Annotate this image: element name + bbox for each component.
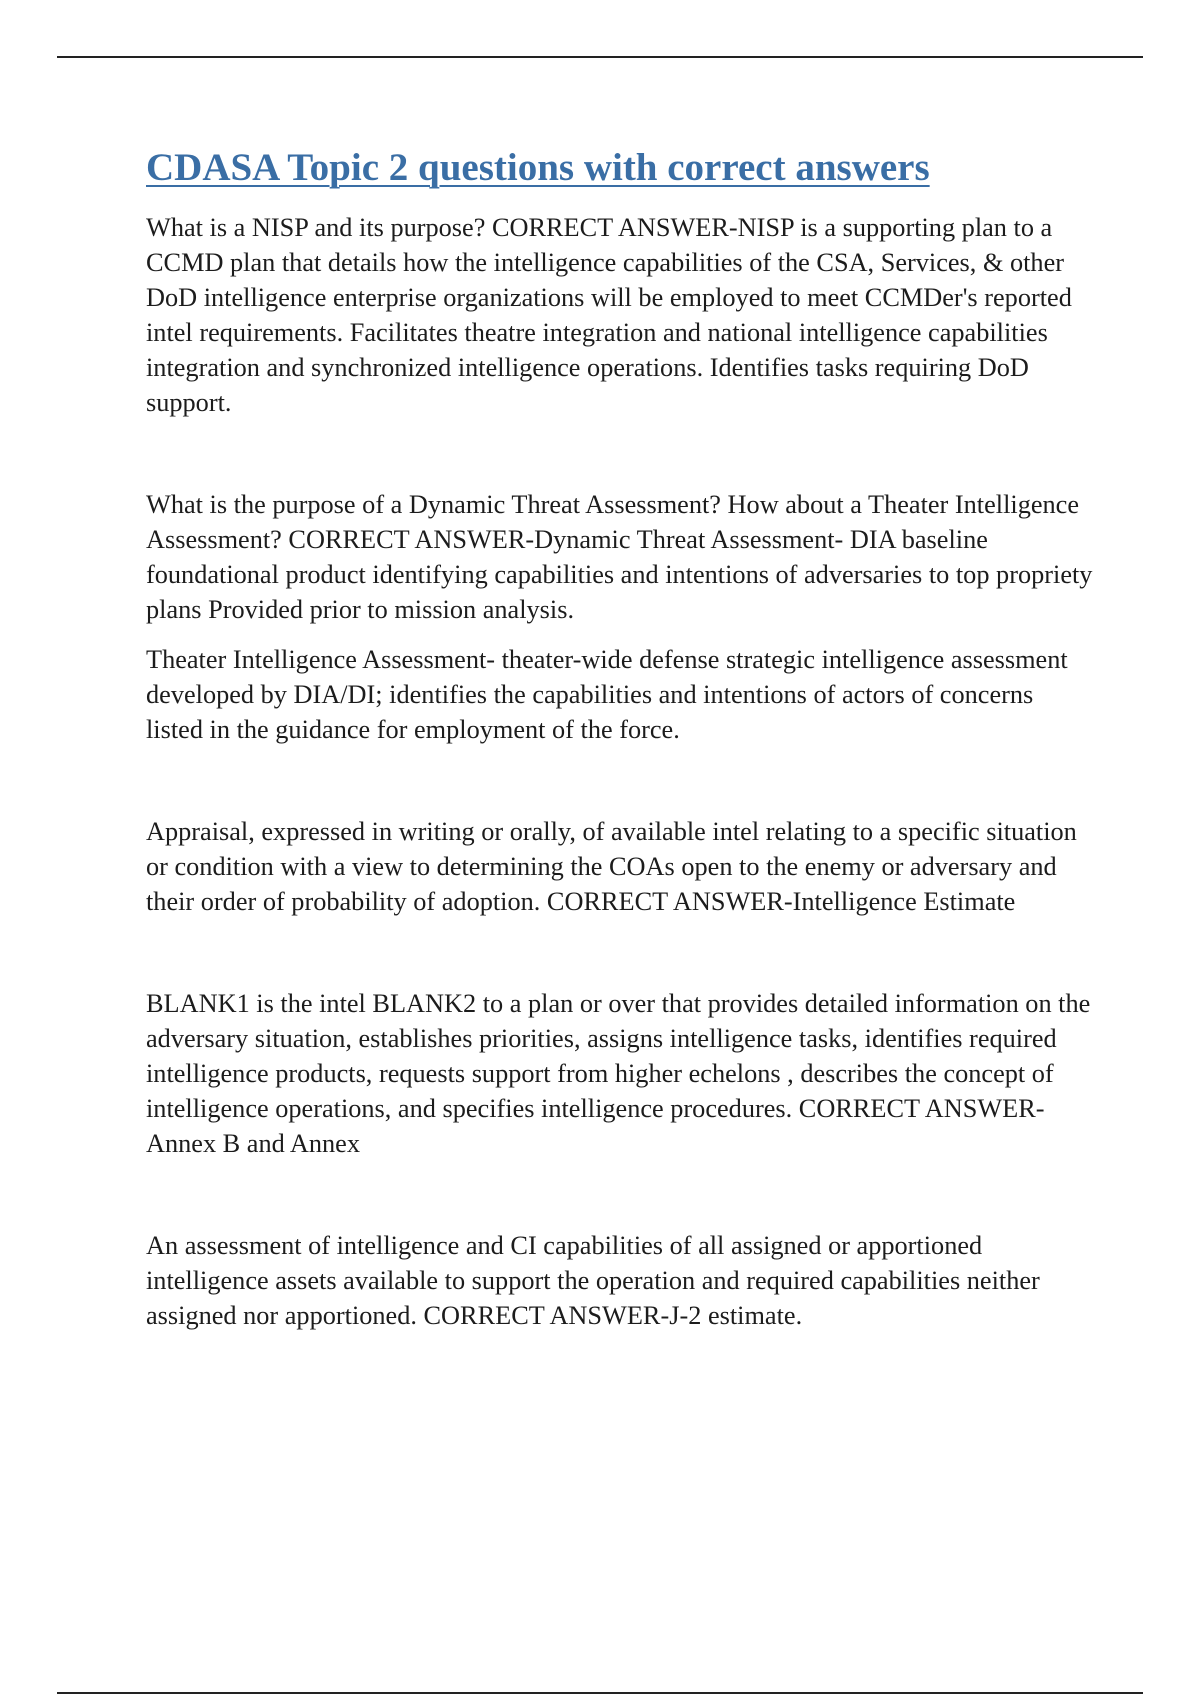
- document-title: CDASA Topic 2 questions with correct answers: [146, 146, 930, 189]
- spacer: [146, 919, 1096, 986]
- qa-intelligence-estimate: Appraisal, expressed in writing or orally, of available intel relating to a specific situation or condition with a view to determining the COAs open to the enemy or adversary and their order of probability of adoption. CORRECT ANSWER-Intelligence Estimate: [146, 817, 1077, 916]
- qa-annex-b: BLANK1 is the intel BLANK2 to a plan or over that provides detailed information on the adversary situation, establishes priorities, assigns intelligence tasks, identifies required intelligence products, requests support from higher echelons , describes the concept of intelligence operations, and specifies intelligence procedures. CORRECT ANSWER-Annex B and Annex: [146, 989, 1091, 1158]
- spacer: [146, 627, 1096, 642]
- spacer: [146, 420, 1096, 487]
- spacer: [146, 747, 1096, 814]
- qa-j2-estimate: An assessment of intelligence and CI capabilities of all assigned or apportioned intelligence assets available to support the operation and required capabilities neither assigned nor apportioned. CORRECT ANSWER-J-2 estimate.: [146, 1231, 1040, 1330]
- header-rule: [57, 56, 1143, 58]
- qa-dynamic-threat-assessment: What is the purpose of a Dynamic Threat Assessment? How about a Theater Intelligence Assessment? CORRECT ANSWER-Dynamic Threat Assessment- DIA baseline foundational product identifying capabilities and intentions of adversaries to top propriety plans Provided prior to mission analysis.: [146, 490, 1093, 624]
- qa-theater-intelligence-assessment: Theater Intelligence Assessment- theater-wide defense strategic intelligence assessment developed by DIA/DI; identifies the capabilities and intentions of actors of concerns listed in the guidance for employment of the force.: [146, 645, 1068, 744]
- footer-rule: [57, 1692, 1143, 1694]
- qa-nisp-purpose: What is a NISP and its purpose? CORRECT ANSWER-NISP is a supporting plan to a CCMD plan that details how the intelligence capabilities of the CSA, Services, & other DoD intelligence enterprise organizations will be employed to meet CCMDer's reported intel requirements. Facilitates theatre integration and national intelligence capabilities integration and synchronized intelligence operations. Identifies tasks requiring DoD support.: [146, 213, 1072, 417]
- spacer: [146, 1161, 1096, 1228]
- document-body: [146, 144, 1096, 1333]
